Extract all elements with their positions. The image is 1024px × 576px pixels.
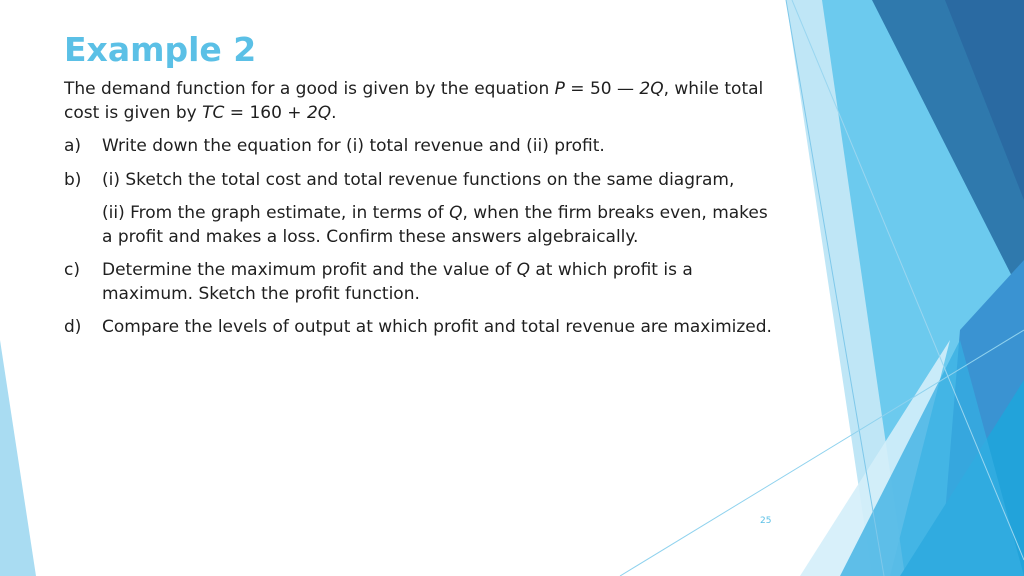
intro-var-2q: 2Q xyxy=(639,79,664,99)
intro-var-tc: TC xyxy=(202,102,225,123)
question-text: Compare the levels of output at which profit and total revenue are maximized. xyxy=(102,317,772,337)
question-label: c) xyxy=(64,260,80,280)
question-text-part: at which profit is a maximum. Sketch the profit function. xyxy=(102,260,693,304)
question-text xyxy=(102,259,774,306)
question-label: a) xyxy=(64,136,82,156)
var-q: Q xyxy=(449,203,463,223)
intro-text: , while total cost is given by xyxy=(64,79,764,123)
problem-intro xyxy=(64,78,774,125)
intro-text: = 50 — xyxy=(564,79,640,99)
var-q: Q xyxy=(516,260,530,280)
page-number: 25 xyxy=(760,516,772,526)
question-label: b) xyxy=(64,169,82,190)
intro-text: The demand function for a good is given by the equation xyxy=(64,79,555,99)
question-a xyxy=(64,135,774,159)
question-text: Write down the equation for (i) total revenue and (ii) profit. xyxy=(102,136,605,156)
intro-var-p: P xyxy=(554,79,565,99)
intro-text: = 160 + xyxy=(224,102,307,123)
question-c xyxy=(64,259,774,306)
question-b xyxy=(64,169,774,193)
question-label: d) xyxy=(64,317,82,337)
question-text: (i) Sketch the total cost and total revenue functions on the same diagram, xyxy=(102,169,735,190)
question-b-part-ii xyxy=(102,202,774,249)
left-edge-wedge xyxy=(0,340,36,576)
intro-var-2q: 2Q xyxy=(306,102,332,123)
question-text-part: Determine the maximum profit and the value of xyxy=(102,260,517,280)
question-d xyxy=(64,316,774,340)
slide-title: Example 2 xyxy=(64,30,257,69)
slide-body xyxy=(64,78,774,350)
intro-text: . xyxy=(331,102,337,123)
question-text: , when the firm breaks even, makes a profit and makes a loss. Confirm these answers algebraically. xyxy=(102,203,768,247)
question-text: (ii) From the graph estimate, in terms of xyxy=(102,203,450,223)
